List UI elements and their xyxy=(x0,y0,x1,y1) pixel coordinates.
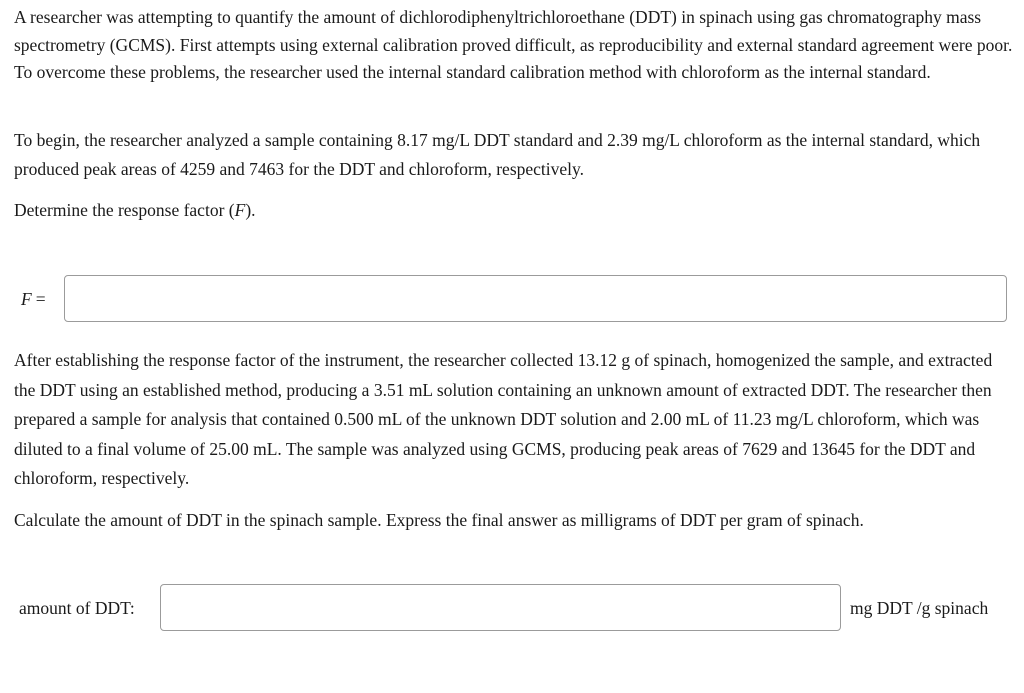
part1-question-end: ). xyxy=(245,200,256,220)
response-factor-variable: F xyxy=(21,289,32,309)
intro-paragraph: A researcher was attempting to quantify the amount of dichlorodiphenyltrichloroethane (DDT) in spinach using gas chromatography mass spectrometry (GCMS). First attempts using external calibration proved difficult, as reproducibility and external standard agreement were poor. To overcome these problems, the researcher used the internal standard calibration method with chloroform as the internal standard. xyxy=(14,7,1013,82)
ddt-amount-input[interactable] xyxy=(160,584,841,631)
response-factor-label xyxy=(21,287,46,311)
response-factor-input[interactable] xyxy=(64,275,1007,322)
part1-question-text: Determine the response factor ( xyxy=(14,200,235,220)
part1-question xyxy=(14,197,1014,225)
ddt-amount-label: amount of DDT: xyxy=(19,598,135,618)
part1-setup-paragraph: To begin, the researcher analyzed a sample containing 8.17 mg/L DDT standard and 2.39 mg/L chloroform as the internal standard, which produced peak areas of 4259 and 7463 for the DDT and chloroform, respectively. xyxy=(14,130,981,179)
equals-sign: = xyxy=(35,289,46,309)
ddt-amount-unit: mg DDT /g spinach xyxy=(850,598,989,618)
part2-question: Calculate the amount of DDT in the spinach sample. Express the final answer as milligrams of DDT per gram of spinach. xyxy=(14,510,864,530)
part2-setup-paragraph: After establishing the response factor of the instrument, the researcher collected 13.12 g of spinach, homogenized the sample, and extracted the DDT using an established method, producing a 3.51 mL solution containing an unknown amount of extracted DDT. The researcher then prepared a sample for analysis that contained 0.500 mL of the unknown DDT solution and 2.00 mL of 11.23 mg/L chloroform, which was diluted to a final volume of 25.00 mL. The sample was analyzed using GCMS, producing peak areas of 7629 and 13645 for the DDT and chloroform, respectively. xyxy=(14,350,993,488)
response-factor-symbol: F xyxy=(234,200,246,220)
